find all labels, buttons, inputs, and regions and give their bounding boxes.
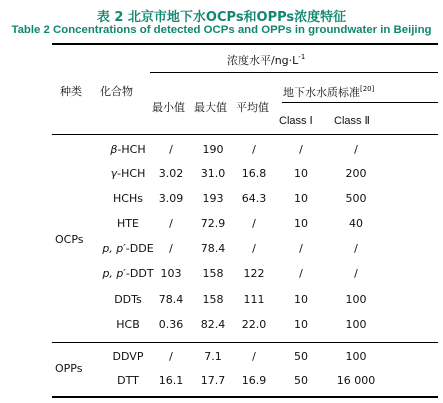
cell-mean: 22.0 bbox=[241, 318, 267, 331]
cell-min: 78.4 bbox=[158, 293, 184, 306]
cell-mean: / bbox=[252, 242, 256, 255]
cell-c2: 100 bbox=[345, 318, 367, 331]
cell-min: / bbox=[169, 350, 173, 363]
cell-mean: 111 bbox=[243, 293, 265, 306]
header-bottom-rule bbox=[52, 134, 438, 135]
cell-c2: 16 000 bbox=[336, 374, 376, 387]
cell-min: 3.09 bbox=[158, 192, 184, 205]
compound-suffix: -HCH bbox=[117, 167, 146, 180]
cell-mean: 16.8 bbox=[241, 167, 267, 180]
cell-mean: 122 bbox=[243, 267, 265, 280]
cell-c2: 40 bbox=[349, 217, 363, 230]
compound-suffix: DDVP bbox=[112, 350, 144, 363]
header-mean: 平均值 bbox=[236, 101, 269, 114]
compound-suffix: HCHs bbox=[113, 192, 143, 205]
cell-mean: 64.3 bbox=[241, 192, 267, 205]
cell-c2: 200 bbox=[345, 167, 367, 180]
compound-suffix: -DDE bbox=[125, 242, 154, 255]
header-standard-reference: [20] bbox=[360, 85, 375, 93]
cell-c2: / bbox=[354, 267, 358, 280]
cell-c1: 10 bbox=[294, 318, 308, 331]
top-rule bbox=[52, 43, 438, 45]
compound-suffix: HTE bbox=[117, 217, 139, 230]
compound-prefix: p, p′ bbox=[102, 242, 126, 255]
header-class-1: Class Ⅰ bbox=[279, 115, 313, 127]
cell-mean: / bbox=[252, 143, 256, 156]
table-title-chinese: 表 2 北京市地下水OCPs和OPPs浓度特征 bbox=[96, 10, 347, 25]
cell-min: / bbox=[169, 217, 173, 230]
cell-c1: 10 bbox=[294, 217, 308, 230]
cell-c2: / bbox=[354, 143, 358, 156]
header-class-2: Class Ⅱ bbox=[334, 115, 370, 127]
cell-c1: 50 bbox=[294, 374, 308, 387]
cell-c1: 10 bbox=[294, 167, 308, 180]
cell-mean: / bbox=[252, 217, 256, 230]
cell-max: 82.4 bbox=[200, 318, 226, 331]
header-max: 最大值 bbox=[194, 101, 227, 114]
cell-c1: / bbox=[299, 143, 303, 156]
header-concentration-text: 浓度水平/ng·L bbox=[227, 54, 299, 67]
compound-prefix: γ bbox=[110, 167, 118, 180]
cell-c1: 50 bbox=[294, 350, 308, 363]
cell-max: 158 bbox=[202, 293, 224, 306]
cell-c2: 100 bbox=[345, 350, 367, 363]
compound-suffix: HCB bbox=[116, 318, 140, 331]
cell-min: 3.02 bbox=[158, 167, 184, 180]
header-standard bbox=[283, 84, 374, 100]
compound-prefix: p, p′ bbox=[102, 267, 126, 280]
bottom-rule bbox=[52, 396, 438, 398]
group-label-ocps: OCPs bbox=[55, 233, 84, 246]
header-standard-text: 地下水水质标准 bbox=[283, 86, 360, 99]
cell-c1: 10 bbox=[294, 192, 308, 205]
header-compound: 化合物 bbox=[100, 85, 133, 98]
table-title-english: Table 2 Concentrations of detected OCPs and OPPs in groundwater in Beijing bbox=[11, 24, 432, 36]
cell-min: 103 bbox=[160, 267, 182, 280]
header-min: 最小值 bbox=[152, 101, 185, 114]
cell-min: 16.1 bbox=[158, 374, 184, 387]
cell-max: 190 bbox=[202, 143, 224, 156]
cell-max: 158 bbox=[202, 267, 224, 280]
concentration-underline bbox=[150, 72, 438, 73]
cell-mean: / bbox=[252, 350, 256, 363]
cell-max: 193 bbox=[202, 192, 224, 205]
header-concentration bbox=[227, 52, 305, 68]
cell-min: / bbox=[169, 242, 173, 255]
cell-mean: 16.9 bbox=[241, 374, 267, 387]
compound-suffix: DDTs bbox=[114, 293, 142, 306]
cell-max: 17.7 bbox=[200, 374, 226, 387]
cell-c2: 100 bbox=[345, 293, 367, 306]
cell-c2: 500 bbox=[345, 192, 367, 205]
cell-min: 0.36 bbox=[158, 318, 184, 331]
compound-suffix: -HCH bbox=[117, 143, 146, 156]
cell-c1: 10 bbox=[294, 293, 308, 306]
group-label-opps: OPPs bbox=[55, 362, 83, 375]
cell-max: 72.9 bbox=[200, 217, 226, 230]
compound-suffix: -DDT bbox=[125, 267, 154, 280]
standard-underline bbox=[282, 102, 438, 103]
group-separator-rule bbox=[52, 342, 438, 343]
compound-prefix: β bbox=[110, 143, 118, 156]
cell-max: 31.0 bbox=[200, 167, 226, 180]
cell-max: 7.1 bbox=[204, 350, 222, 363]
cell-c1: / bbox=[299, 242, 303, 255]
cell-min: / bbox=[169, 143, 173, 156]
compound-suffix: DTT bbox=[117, 374, 139, 387]
cell-c1: / bbox=[299, 267, 303, 280]
cell-c2: / bbox=[354, 242, 358, 255]
cell-max: 78.4 bbox=[200, 242, 226, 255]
header-concentration-exponent: -1 bbox=[298, 53, 306, 61]
header-category: 种类 bbox=[60, 85, 82, 98]
